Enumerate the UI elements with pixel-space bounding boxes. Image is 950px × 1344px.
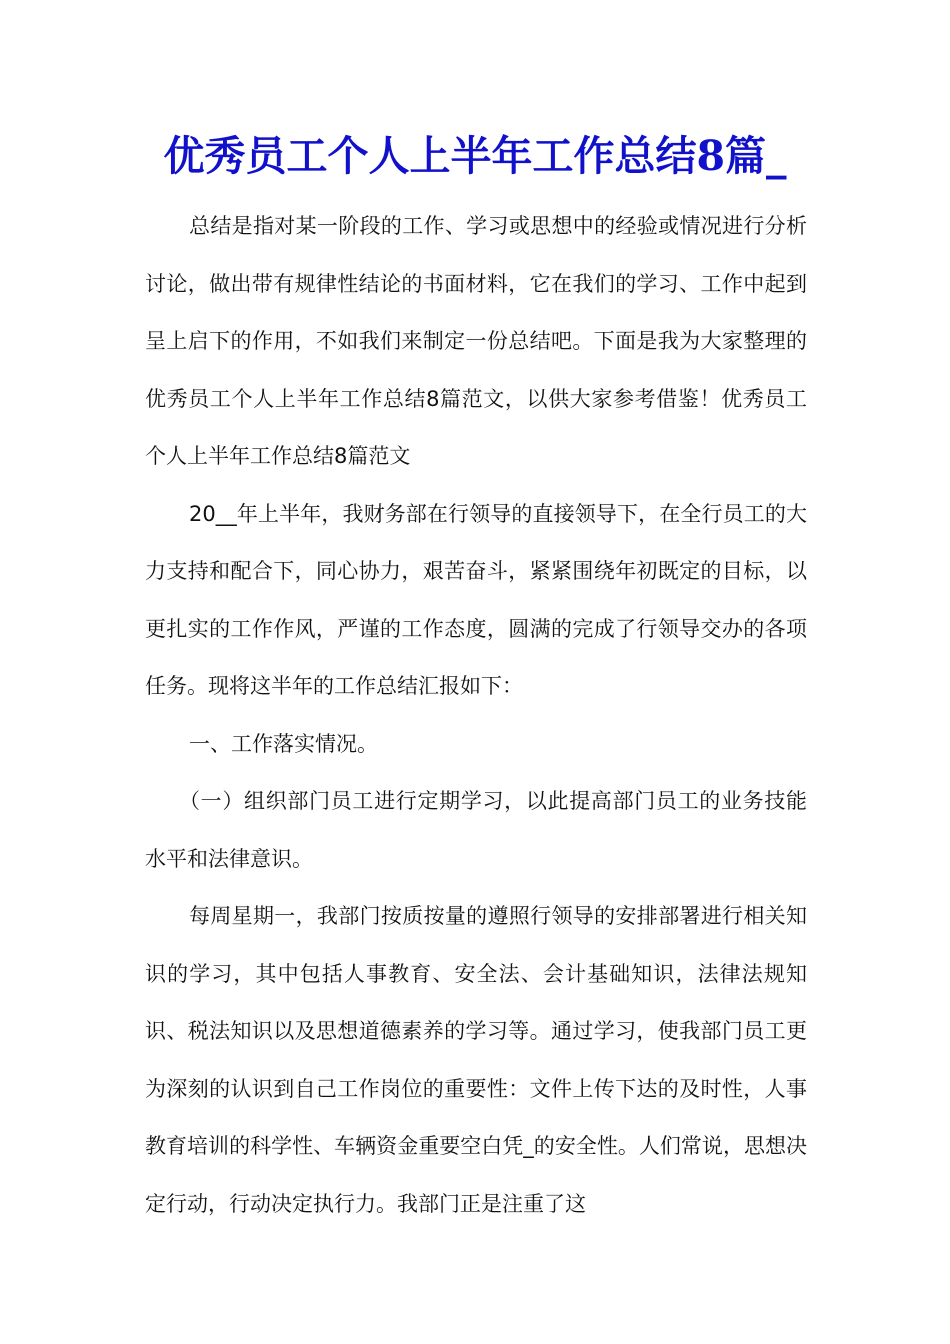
- paragraph-overview: 20__年上半年，我财务部在行领导的直接领导下，在全行员工的大力支持和配合下，同心协力，艰苦奋斗，紧紧围绕年初既定的目标，以更扎实的工作作风，严谨的工作态度，圆满的完成了行领导交办的各项任务。现将这半年的工作总结汇报如下：: [145, 501, 807, 698]
- document-title: 优秀员工个人上半年工作总结8篇_: [163, 132, 787, 180]
- document-body: [145, 198, 807, 1233]
- section-heading-work-status: 一、工作落实情况。: [189, 731, 378, 756]
- subsection-heading-study: （一）组织部门员工进行定期学习，以此提高部门员工的业务技能水平和法律意识。: [145, 789, 807, 871]
- paragraph-weekly-study: 每周星期一，我部门按质按量的遵照行领导的安排部署进行相关知识的学习，其中包括人事教育、安全法、会计基础知识，法律法规知识、税法知识以及思想道德素养的学习等。通过学习，使我部门员工更为深刻的认识到自己工作岗位的重要性：文件上传下达的及时性，人事教育培训的科学性、车辆资金重要空白凭_的安全性。人们常说，思想决定行动，行动决定执行力。我部门正是注重了这: [145, 904, 807, 1216]
- paragraph-intro: 总结是指对某一阶段的工作、学习或思想中的经验或情况进行分析讨论，做出带有规律性结论的书面材料，它在我们的学习、工作中起到呈上启下的作用，不如我们来制定一份总结吧。下面是我为大家整理的优秀员工个人上半年工作总结8篇范文，以供大家参考借鉴！优秀员工个人上半年工作总结8篇范文: [145, 214, 807, 468]
